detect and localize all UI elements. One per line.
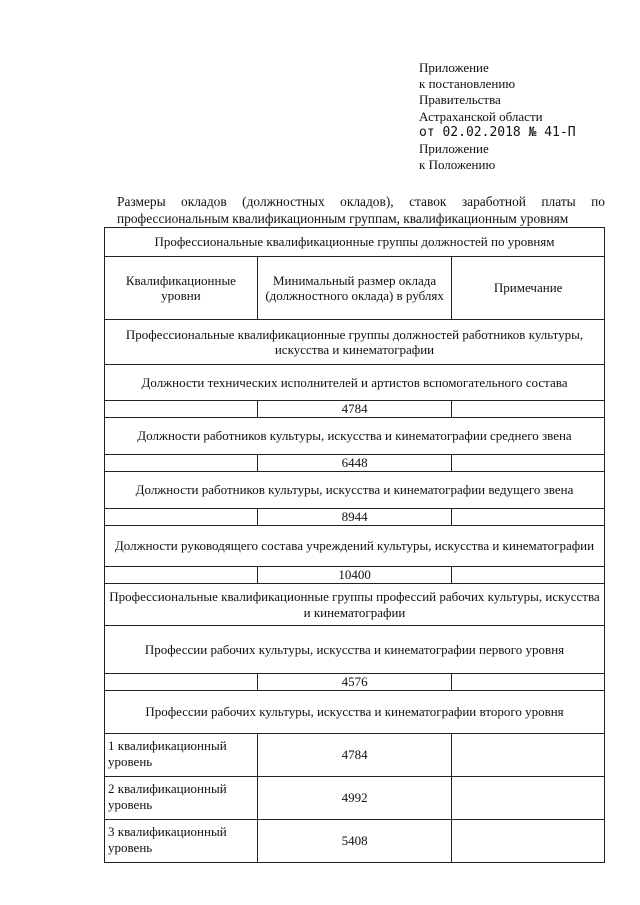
- note-cell: [452, 401, 605, 418]
- salary-value: 4784: [257, 401, 452, 418]
- header-to-resolution: к постановлению: [419, 76, 516, 92]
- header-appendix-2: Приложение: [419, 141, 489, 157]
- header-region: Астраханской области: [419, 108, 543, 124]
- level-cell: [105, 567, 258, 584]
- group-title: Должности работников культуры, искусства и кинематографии среднего звена: [105, 418, 605, 455]
- qualification-level: 3 квалификационный уровень: [105, 820, 258, 863]
- header-to-regulation: к Положению: [419, 157, 496, 173]
- group-title: Должности работников культуры, искусства и кинематографии ведущего звена: [105, 472, 605, 509]
- group-title: Профессии рабочих культуры, искусства и кинематографии второго уровня: [105, 691, 605, 734]
- document-title: Размеры окладов (должностных окладов), ставок заработной платы по профессиональным квалификационным группам, квалификационным уровням: [117, 194, 605, 226]
- header-date-number: от 02.02.2018 № 41-П: [419, 124, 576, 140]
- group-title: Профессии рабочих культуры, искусства и кинематографии первого уровня: [105, 626, 605, 674]
- qualification-level: 1 квалификационный уровень: [105, 734, 258, 777]
- salary-value: 10400: [257, 567, 452, 584]
- group-title: Должности руководящего состава учреждений культуры, искусства и кинематографии: [105, 526, 605, 567]
- note-cell: [452, 455, 605, 472]
- salary-value: 6448: [257, 455, 452, 472]
- level-cell: [105, 455, 258, 472]
- level-cell: [105, 401, 258, 418]
- note-cell: [452, 509, 605, 526]
- group-title: Должности технических исполнителей и артистов вспомогательного состава: [105, 365, 605, 401]
- salary-value: 4784: [257, 734, 452, 777]
- table-caption: Профессиональные квалификационные группы должностей по уровням: [105, 228, 605, 257]
- note-cell: [452, 567, 605, 584]
- document-header: [419, 60, 576, 173]
- header-government: Правительства: [419, 92, 501, 108]
- salary-value: 4992: [257, 777, 452, 820]
- note-cell: [452, 777, 605, 820]
- note-cell: [452, 820, 605, 863]
- column-header-levels: Квалификационные уровни: [105, 257, 258, 320]
- column-header-salary: Минимальный размер оклада (должностного оклада) в рублях: [257, 257, 452, 320]
- salary-table: [104, 227, 605, 863]
- qualification-level: 2 квалификационный уровень: [105, 777, 258, 820]
- level-cell: [105, 674, 258, 691]
- section-heading-professions: Профессиональные квалификационные группы профессий рабочих культуры, искусства и кинематографии: [105, 584, 605, 626]
- level-cell: [105, 509, 258, 526]
- note-cell: [452, 674, 605, 691]
- header-appendix: Приложение: [419, 60, 489, 75]
- section-heading-positions: Профессиональные квалификационные группы должностей работников культуры, искусства и кинематографии: [105, 320, 605, 365]
- salary-value: 4576: [257, 674, 452, 691]
- column-header-note: Примечание: [452, 257, 605, 320]
- note-cell: [452, 734, 605, 777]
- salary-value: 5408: [257, 820, 452, 863]
- salary-value: 8944: [257, 509, 452, 526]
